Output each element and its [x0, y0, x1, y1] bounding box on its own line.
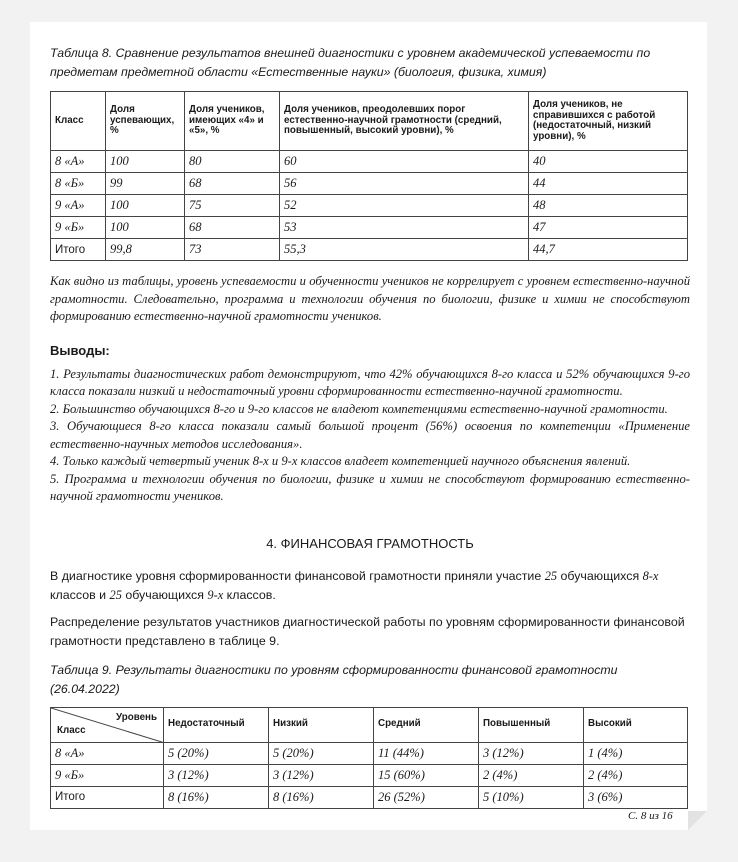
table8-cell: 55,3: [280, 239, 529, 261]
table8-caption: Таблица 8. Сравнение результатов внешней диагностики с уровнем академической успеваемости по предметам предметной области «Естественные науки» (биология, физика, химия): [50, 46, 651, 79]
table9-cell: 2 (4%): [584, 764, 688, 786]
table9-header-row: [51, 707, 688, 742]
table9-header: Повышенный: [479, 707, 584, 742]
corner-label-class: Класс: [57, 725, 86, 736]
conclusion-item: 4. Только каждый четвертый ученик 8-х и 9-х классов владеет компетенцией научного объяснения явлений.: [50, 454, 631, 468]
text-span: классов.: [223, 587, 276, 602]
table-row: [51, 151, 688, 173]
section-paragraph-1: [50, 567, 690, 605]
table8-cell: 75: [185, 195, 280, 217]
table8-cell: 73: [185, 239, 280, 261]
conclusion-item: 3. Обучающиеся 8-го класса показали самый большой процент (56%) освоения по компетенции «Применение естественно-научных методов исследования».: [50, 419, 690, 451]
table8-cell: 47: [529, 217, 688, 239]
table8-header: Доля учеников, преодолевших порог естественно-научной грамотности (средний, повышенный, высокий уровни), %: [280, 92, 529, 151]
text-span: обучающихся: [557, 568, 643, 583]
number-span: 25: [109, 587, 122, 602]
table8-cell: 68: [185, 173, 280, 195]
table8-cell: 80: [185, 151, 280, 173]
table8-cell: 40: [529, 151, 688, 173]
table9-cell: 15 (60%): [374, 764, 479, 786]
conclusion-item: 5. Программа и технологии обучения по биологии, физике и химии не способствуют формированию естественно-научной грамотности учеников.: [50, 471, 690, 503]
table8: [50, 91, 688, 261]
table8-cell: 100: [106, 217, 185, 239]
table8-cell: 44,7: [529, 239, 688, 261]
table9-cell: 26 (52%): [374, 786, 479, 808]
corner-label-level: Уровень: [116, 711, 157, 723]
table8-cell: 68: [185, 217, 280, 239]
conclusion-item: 1. Результаты диагностических работ демонстрируют, что 42% обучающихся 8-го класса и 52% обучающихся 9-го класса показали низкий и недостаточный уровни сформированности естественно-научной грамотности.: [50, 366, 690, 398]
table-row: [51, 764, 688, 786]
table9-cell: 5 (20%): [164, 742, 269, 764]
section-paragraph-2: Распределение результатов участников диагностической работы по уровням сформированности финансовой грамотности представлено в таблице 9.: [50, 614, 685, 648]
table8-cell: 52: [280, 195, 529, 217]
table-row: [51, 742, 688, 764]
table9-cell: 5 (10%): [479, 786, 584, 808]
table8-cell: Итого: [51, 239, 106, 261]
table8-cell: 44: [529, 173, 688, 195]
text-span: классов и: [50, 587, 110, 602]
class-span: 8-х: [642, 568, 659, 583]
conclusion-item: 2. Большинство обучающихся 8-го и 9-го классов не владеют компетенциями естественно-научной грамотности.: [50, 401, 668, 416]
table9-cell: Итого: [51, 786, 164, 808]
table9-cell: 1 (4%): [584, 742, 688, 764]
table9-cell: 3 (12%): [164, 764, 269, 786]
table8-cell: 56: [280, 173, 529, 195]
page-corner-fold: [688, 811, 707, 830]
table8-cell: 99: [106, 173, 185, 195]
table-row-total: [51, 786, 688, 808]
table8-cell: 9 «А»: [51, 195, 106, 217]
table8-cell: 8 «А»: [51, 151, 106, 173]
table8-header: Доля учеников, имеющих «4» и «5», %: [185, 92, 280, 151]
table9-header: Недостаточный: [164, 707, 269, 742]
table8-cell: 48: [529, 195, 688, 217]
table9-cell: 11 (44%): [374, 742, 479, 764]
table8-header: Доля успевающих, %: [106, 92, 185, 151]
table8-cell: 99,8: [106, 239, 185, 261]
section-title: 4. ФИНАНСОВАЯ ГРАМОТНОСТЬ: [266, 535, 474, 551]
table9-cell: 3 (12%): [479, 742, 584, 764]
table8-cell: 100: [106, 151, 185, 173]
table-row: [51, 217, 688, 239]
table8-cell: 9 «Б»: [51, 217, 106, 239]
table9-cell: 3 (6%): [584, 786, 688, 808]
table8-header: Доля учеников, не справившихся с работой (недостаточный, низкий уровни), %: [529, 92, 688, 151]
table8-header-row: [51, 92, 688, 151]
class-span: 9-х: [207, 587, 224, 602]
table-row-total: [51, 239, 688, 261]
table9-header: Высокий: [584, 707, 688, 742]
text-span: В диагностике уровня сформированности финансовой грамотности приняли участие: [50, 568, 545, 583]
table8-header: Класс: [51, 92, 106, 151]
table9-cell: 8 «А»: [51, 742, 164, 764]
table9-cell: 2 (4%): [479, 764, 584, 786]
analysis-paragraph: Как видно из таблицы, уровень успеваемости и обученности учеников не коррелирует с уровнем естественно-научной грамотности. Следовательно, программа и технологии обучения по биологии, физике и химии не способствуют формированию естественно-научной грамотности учеников.: [50, 274, 690, 323]
table9: [50, 707, 688, 809]
table8-cell: 60: [280, 151, 529, 173]
table9-caption: Таблица 9. Результаты диагностики по уровням сформированности финансовой грамотности (26.04.2022): [50, 662, 618, 696]
table8-cell: 100: [106, 195, 185, 217]
number-span: 25: [544, 568, 558, 583]
table9-cell: 3 (12%): [269, 764, 374, 786]
table9-header: Низкий: [269, 707, 374, 742]
table-row: [51, 195, 688, 217]
table9-cell: 8 (16%): [269, 786, 374, 808]
conclusions-title: Выводы:: [50, 342, 110, 358]
page-number: С. 8 из 16: [628, 810, 673, 822]
table-row: [51, 173, 688, 195]
table9-cell: 8 (16%): [164, 786, 269, 808]
table9-cell: 5 (20%): [269, 742, 374, 764]
page-content: [50, 44, 690, 809]
table8-cell: 8 «Б»: [51, 173, 106, 195]
text-span: обучающихся: [121, 587, 208, 602]
table9-cell: 9 «Б»: [51, 764, 164, 786]
table9-corner-cell: [51, 707, 164, 742]
table8-cell: 53: [280, 217, 529, 239]
table9-header: Средний: [374, 707, 479, 742]
